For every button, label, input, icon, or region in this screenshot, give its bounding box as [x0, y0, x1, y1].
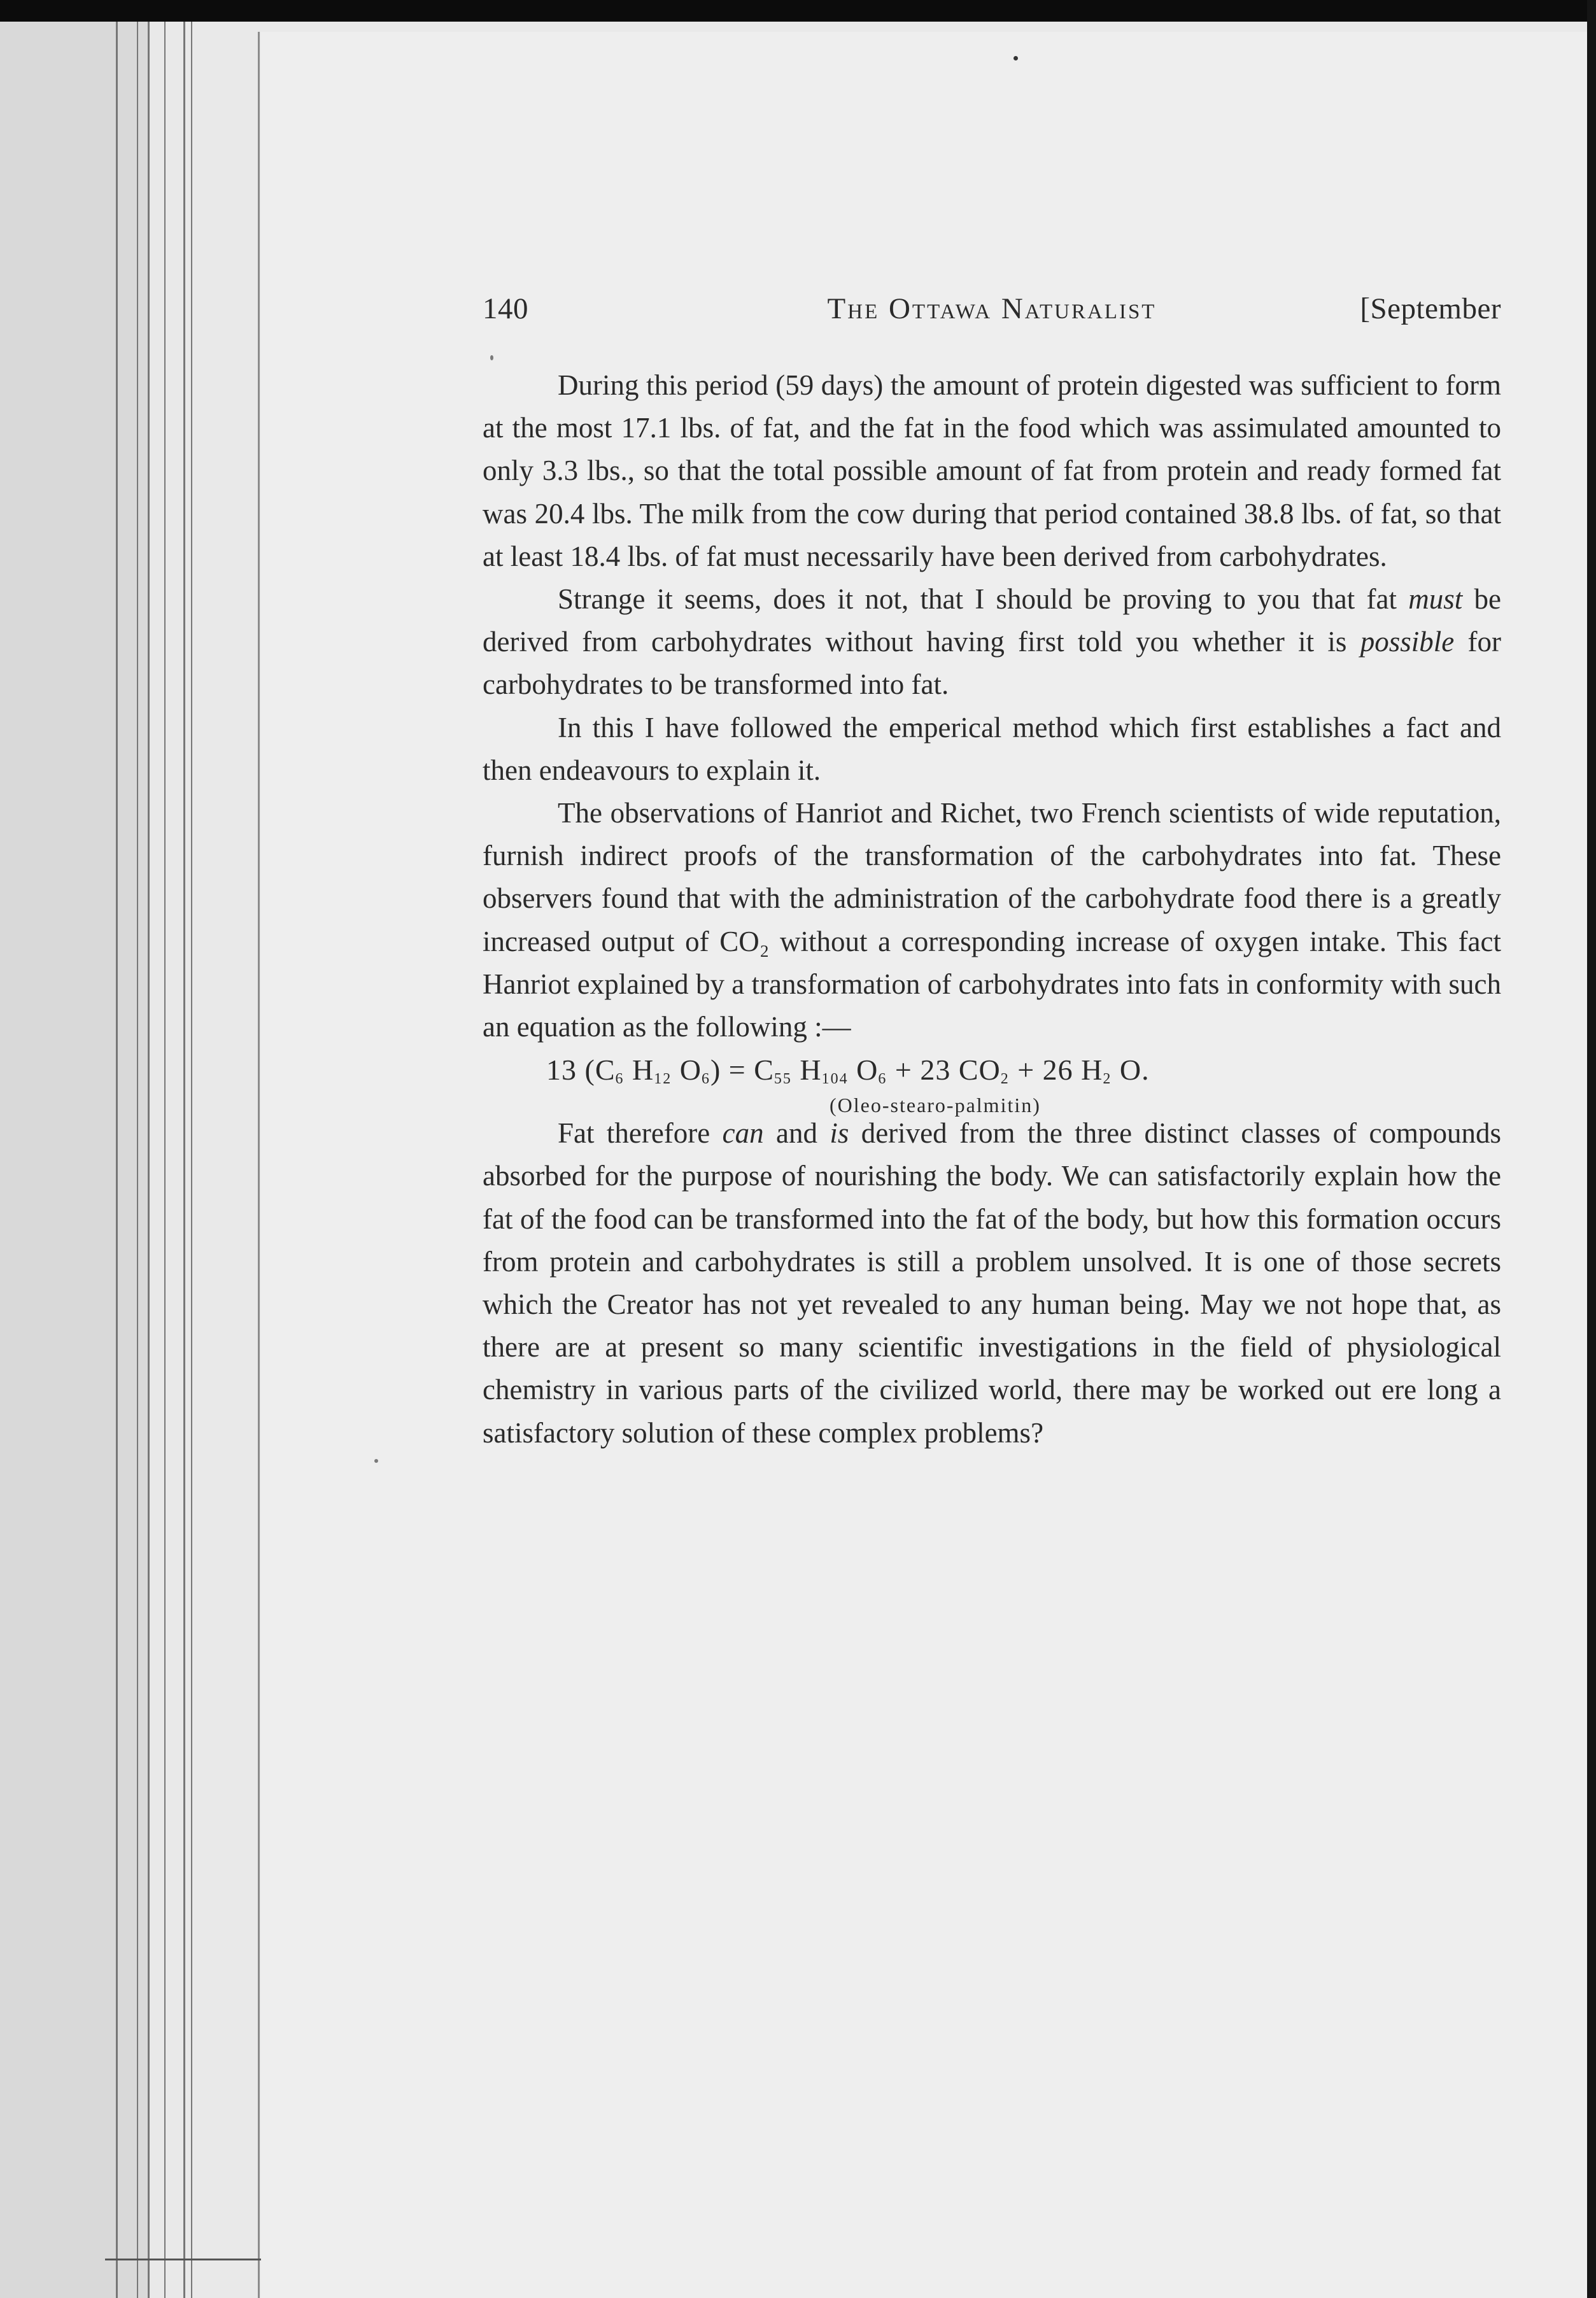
paragraph: During this period (59 days) the amount of protein digested was sufficient to form at the most 17.1 lbs. of fat, and the fat in the food which was assimulated amounted to only 3.3 lbs., so that the total possible amount of fat from protein and ready formed fat was 20.4 lbs. The milk from the cow during that period contained 38.8 lbs. of fat, so that at least 18.4 lbs. of fat must necessarily have been derived from carbohydrates.: [483, 369, 1501, 572]
page-stack-edge: [137, 19, 138, 2298]
ink-speck: [490, 355, 493, 360]
page-edge: [258, 32, 260, 2298]
emphasis: can: [722, 1117, 764, 1150]
paragraph: Fat therefore can and is derived from the three distinct classes of compounds absorbed for the purpose of nourishing the body. We can satisfactorily explain how the fat of the food can be transformed into the fat of the body, but how this formation occurs from protein and carbohydrates is still a problem unsolved. It is one of those secrets which the Creator has not yet revealed to any human being. May we not hope that, as there are at present so many scientific investigations in the field of physiological chemistry in various parts of the civilized world, there may be worked out ere long a satisfactory solution of these complex problems?: [483, 1117, 1501, 1449]
emphasis: is: [830, 1117, 849, 1150]
paragraph: Strange it seems, does it not, that I should be proving to you that fat must be derived from carbohydrates without having first told you whether it is possible for carbohydrates to be transformed into fat.: [483, 583, 1502, 701]
equation-formula: 13 ($C_6$ $H_{12}$ $O_6) = C_{55}$ $H_{104}$ $O_6 + 23$ $CO_2 + 26$ $H_2$ O.: [546, 1054, 1150, 1088]
page-stack-edge: [191, 19, 192, 2298]
paragraph: The observations of Hanriot and Richet, two French scientists of wide reputation, furnish indirect proofs of the transformation of the carbohydrates into fat. These observers found that with the administration of the carbohydrate food there is a greatly increased output of CO₂ without a corresponding increase of oxygen intake. This fact Hanriot explained by a transformation of carbohydrates into fats in conformity with such an equation as the following :—: [483, 797, 1501, 1043]
scan-border-right: [1587, 0, 1596, 2298]
emphasis: possible: [1360, 626, 1455, 658]
binding-line: [105, 2259, 261, 2260]
body-text: [483, 364, 1501, 1455]
page-stack-edge: [164, 19, 166, 2298]
paragraph: In this I have followed the emperical method which first establishes a fact and then endeavours to explain it.: [483, 711, 1501, 786]
page-stack: [0, 19, 148, 2298]
ink-speck: [374, 1459, 378, 1463]
scan-border-top: [0, 0, 1596, 22]
equation-note: (Oleo-stearo-palmitin): [830, 1094, 1041, 1117]
page-stack-edge: [183, 19, 185, 2298]
journal-title: The Ottawa Naturalist: [827, 292, 1157, 325]
issue-month: [September: [1360, 292, 1501, 325]
page-number: 140: [483, 292, 528, 325]
emphasis: must: [1408, 583, 1463, 616]
page-stack-edge: [116, 19, 118, 2298]
page-stack-edge: [148, 19, 150, 2298]
ink-speck: [1013, 56, 1018, 60]
chemical-equation: [483, 1051, 1501, 1117]
running-head: [483, 286, 1501, 331]
